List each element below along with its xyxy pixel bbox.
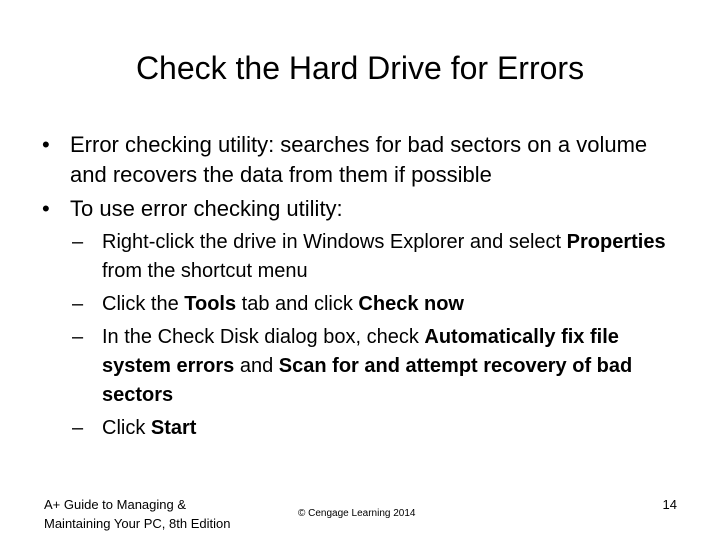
dash-marker: –: [72, 231, 84, 253]
bullet-marker: •: [42, 132, 50, 157]
sub-bullet-bold-text: Scan for and attempt recovery of bad sectors: [102, 355, 633, 406]
sub-bullet-text: and: [234, 355, 279, 377]
sub-bullet-item: [66, 414, 686, 443]
slide-body: [36, 130, 686, 447]
sub-bullet-text: from the shortcut menu: [102, 260, 308, 282]
sub-bullet-bold-text: Start: [150, 417, 197, 439]
sub-bullet-text: Right-click the drive in Windows Explorer and select: [102, 231, 567, 253]
sub-bullet-bold-text: Automatically fix file system errors: [102, 326, 619, 377]
sub-bullet-text: Click: [102, 417, 151, 439]
footer-copyright: © Cengage Learning 2014: [298, 508, 416, 519]
sub-bullet-item: [66, 228, 686, 286]
sub-bullet-text: In the Check Disk dialog box, check: [102, 326, 425, 348]
sub-bullet-item: [66, 323, 686, 410]
sub-bullet-text: Click the: [102, 293, 185, 315]
sub-bullet-bold-text: Check now: [358, 293, 464, 315]
sub-bullet-bold-text: Properties: [566, 231, 666, 253]
sub-bullet-bold-text: Tools: [184, 293, 237, 315]
bullet-item: [36, 130, 686, 190]
footer-book-title: [44, 495, 274, 533]
dash-marker: –: [72, 326, 84, 348]
bullet-item: [36, 194, 686, 224]
footer-book-line: A+ Guide to Managing &: [44, 497, 187, 512]
footer-book-line: Maintaining Your PC, 8th Edition: [44, 516, 231, 531]
bullet-text: To use error checking utility:: [70, 196, 343, 221]
sub-bullet-item: [66, 290, 686, 319]
bullet-marker: •: [42, 196, 50, 221]
dash-marker: –: [72, 293, 84, 315]
sub-bullet-text: tab and click: [236, 293, 359, 315]
sub-bullet-list: [36, 228, 686, 443]
dash-marker: –: [72, 417, 84, 439]
page-number: 14: [662, 497, 677, 512]
slide-title: Check the Hard Drive for Errors: [135, 50, 585, 86]
bullet-text: Error checking utility: searches for bad sectors on a volume and recovers the data from them if possible: [70, 132, 648, 187]
